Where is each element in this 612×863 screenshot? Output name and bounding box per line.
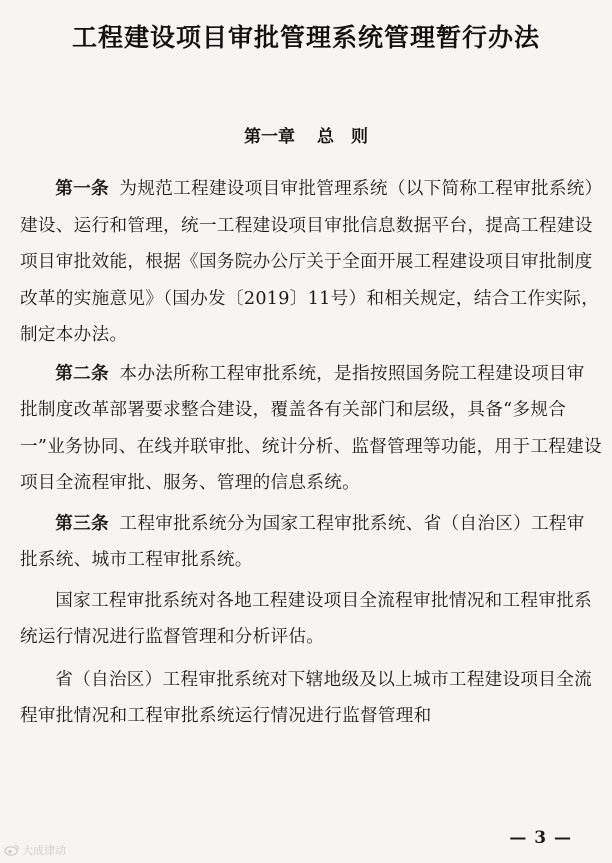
chapter-name: 总 则 xyxy=(317,127,368,147)
article-label: 第三条 xyxy=(55,513,109,534)
paragraph-text: 为规范工程建设项目审批管理系统（以下简称工程审批系统）建设、运行和管理，统一工程建设项目审批信息数据平台，提高工程建设项目审批效能，根据《国务院办公厅关于全面开展工程建设项目审批制度改革的实施意见》（国办发〔2019〕11号）和相关规定，结合工作实际，制定本办法。 xyxy=(20,179,600,345)
paragraph-text: 工程审批系统分为国家工程审批系统、省（自治区）工程审批系统、城市工程审批系统。 xyxy=(20,513,585,570)
chapter-heading xyxy=(0,122,612,147)
watermark-text: 大成律动 xyxy=(22,844,66,857)
article-label: 第二条 xyxy=(55,363,109,384)
paragraph-text: 国家工程审批系统对各地工程建设项目全流程审批情况和工程审批系统运行情况进行监督管理和分析评估。 xyxy=(20,590,593,647)
page-number: — 3 — xyxy=(509,828,572,848)
paragraph-article-1 xyxy=(20,171,602,354)
paragraph-article-2 xyxy=(20,356,602,502)
document-title: 工程建设项目审批管理系统管理暂行办法 xyxy=(71,23,540,52)
chapter-number: 第一章 xyxy=(244,127,295,147)
paragraph-text: 省（自治区）工程审批系统对下辖地级及以上城市工程建设项目全流程审批情况和工程审批系统运行情况进行监督管理和 xyxy=(20,669,593,726)
paragraph xyxy=(20,583,602,656)
weibo-logo-icon xyxy=(4,844,20,856)
paragraph-text: 本办法所称工程审批系统，是指按照国务院工程建设项目审批制度改革部署要求整合建设，覆盖各有关部门和层级，具备“多规合一”业务协同、在线并联审批、统计分析、监督管理等功能，用于工程建设项目全流程审批、服务、管理的信息系统。 xyxy=(20,363,602,493)
article-label: 第一条 xyxy=(55,179,109,199)
paragraph-article-3 xyxy=(20,506,602,579)
document-body xyxy=(20,171,602,735)
watermark xyxy=(4,842,66,858)
paragraph xyxy=(20,662,602,735)
